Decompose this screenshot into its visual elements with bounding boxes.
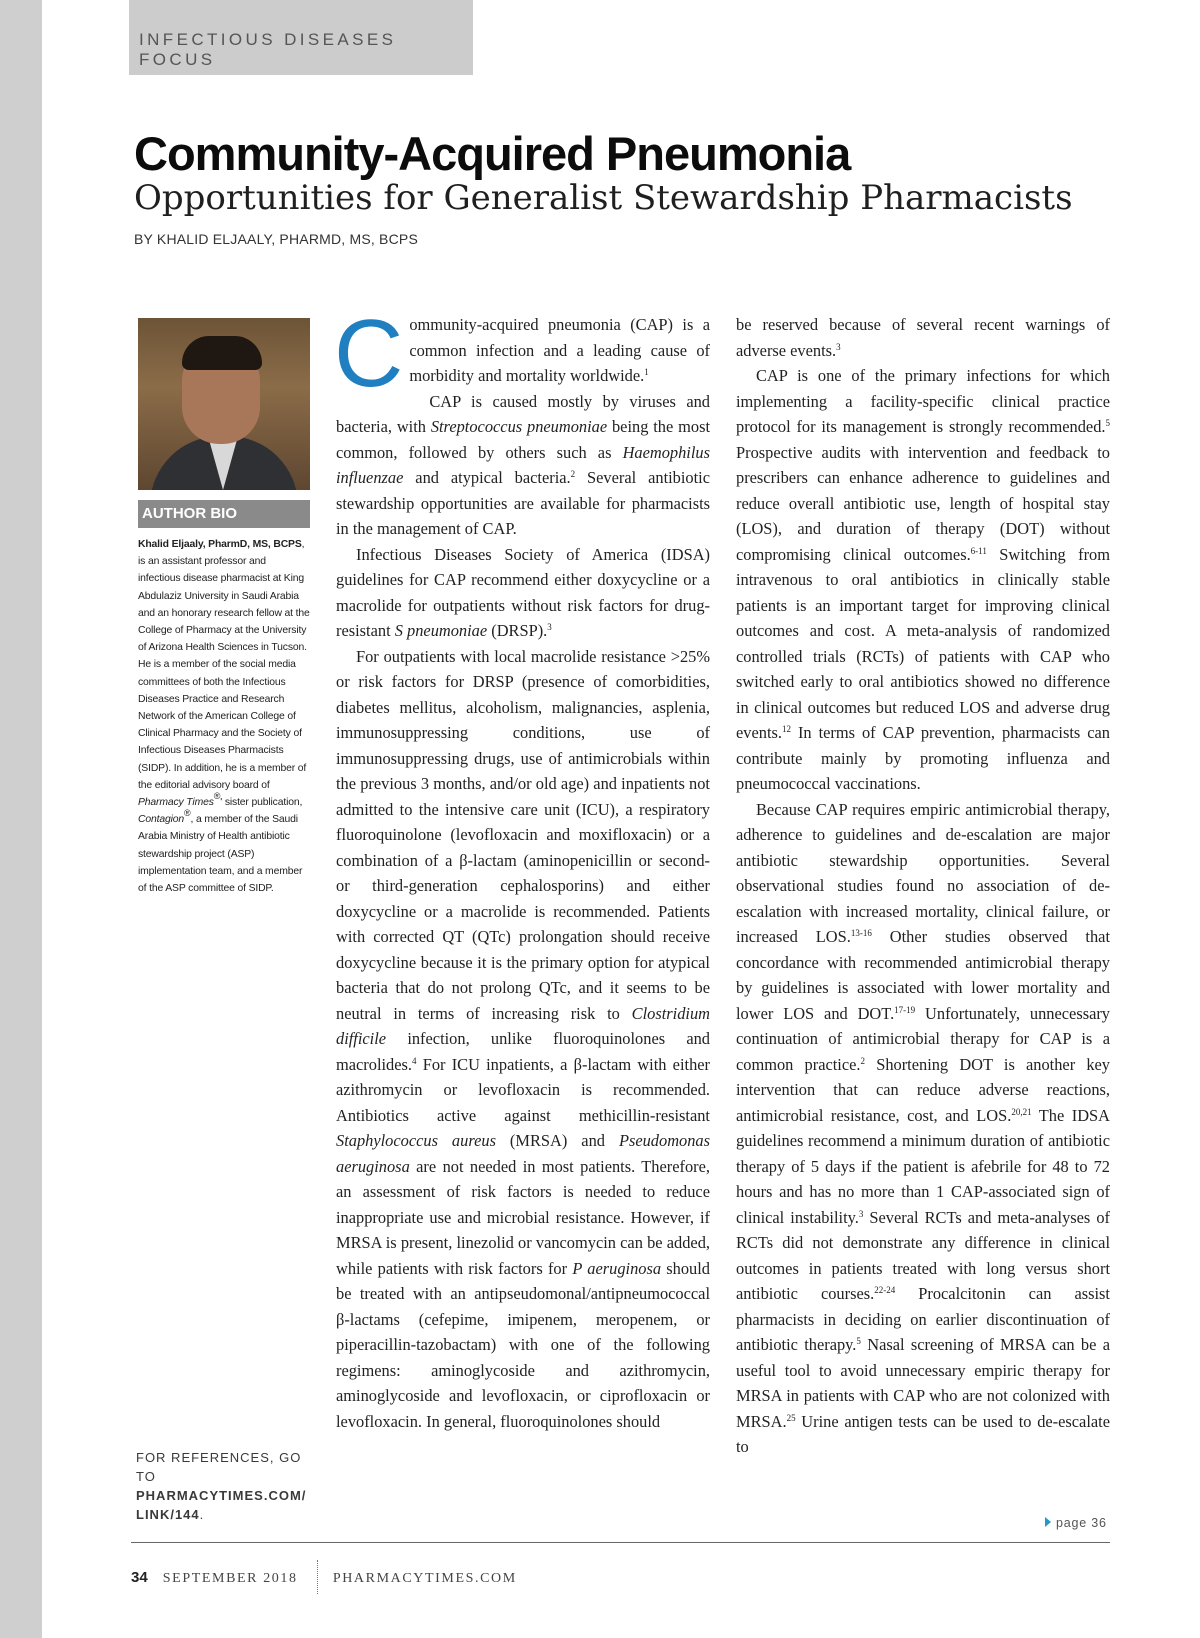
- section-tab: INFECTIOUS DISEASES FOCUS: [129, 0, 473, 75]
- paragraph: Infectious Diseases Society of America (IDSA) guidelines for CAP recommend either doxycycline or a macrolide for outpatients without risk factors for drug-resistant S pneumoniae (DRSP).$^3$: [336, 544, 710, 640]
- drop-cap: C: [334, 300, 404, 407]
- author-name: Khalid Eljaaly, PharmD, MS, BCPS: [138, 539, 302, 550]
- arrow-right-icon: [1045, 1517, 1051, 1527]
- page-footer: [131, 1560, 517, 1586]
- article-column-1: [334, 300, 711, 1434]
- article-column-2: [736, 312, 1110, 1460]
- footer-divider: [317, 1560, 318, 1594]
- page-number: 34: [131, 1569, 148, 1586]
- references-note: FOR REFERENCES, GO TO PHARMACYTIMES.COM/ LINK/144.: [136, 1448, 316, 1524]
- paragraph: be reserved because of several recent warnings of adverse events.$^3$: [736, 315, 1110, 360]
- left-margin-bar: [0, 0, 42, 1638]
- author-bio-text: Khalid Eljaaly, PharmD, MS, BCPS, is an assistant professor and infectious disease pharmacist at King Abdulaziz University in Saudi Arabia and an honorary research fellow at the College of Pharmacy at the University of Arizona Health Sciences in Tucson. He is a member of the social media committees of both the Infectious Diseases Practice and Research Network of the American College of Clinical Pharmacy and the Society of Infectious Diseases Pharmacists (SIDP). In addition, he is a member of the editorial advisory board of Pharmacy Times®' sister publication, Contagion®, a member of the Saudi Arabia Ministry of Health antibiotic stewardship project (ASP) implementation team, and a member of the ASP committee of SIDP.: [138, 539, 310, 895]
- paragraph: Because CAP requires empiric antimicrobial therapy, adherence to guidelines and de-escalation are major antibiotic stewardship opportunities. Several observational studies found no association of de-escalation with increased mortality, clinical failure, or increased LOS.$^{13-16}$ Other studies observed that concordance with recommended antimicrobial therapy by guidelines is associated with lower mortality and lower LOS and DOT.$^{17-19}$ Unfortunately, unnecessary continuation of antimicrobial therapy for CAP is a common practice.$^2$ Shortening DOT is another key intervention that can reduce adverse reactions, antimicrobial resistance, cost, and LOS.$^{20,21}$ The IDSA guidelines recommend a minimum duration of antibiotic therapy of 5 days if the patient is afebrile for 48 to 72 hours and has no more than 1 CAP-associated sign of clinical instability.$^3$ Several RCTs and meta-analyses of RCTs did not demonstrate any difference in clinical outcomes in patients treated with long versus short antibiotic courses.$^{22-24}$ Procalcitonin can assist pharmacists in deciding on earlier discontinuation of antibiotic therapy.$^5$ Nasal screening of MRSA can be a useful tool to avoid unnecessary empiric therapy for MRSA in patients with CAP who are not colonized with MRSA.$^{25}$ Urine antigen tests can be used to de-escalate to: [736, 799, 1111, 1456]
- references-label: FOR REFERENCES, GO TO: [136, 1450, 302, 1484]
- references-link[interactable]: PHARMACYTIMES.COM/ LINK/144: [136, 1488, 307, 1522]
- footer-rule: [131, 1542, 1110, 1543]
- continued-link[interactable]: page 36: [1045, 1516, 1107, 1530]
- paragraph: CAP is one of the primary infections for which implementing a facility-specific clinical practice protocol for its management is strongly recommended.$^5$ Prospective audits with intervention and feedback to prescribers can enhance adherence to guidelines and reduce overall antibiotic use, length of hospital stay (LOS), and duration of therapy (DOT) without compromising clinical outcomes.$^{6-11}$ Switching from intravenous to oral antibiotics in clinically stable patients is an important target for improving clinical outcomes and cost. A meta-analysis of randomized controlled trials (RCTs) of patients with CAP who switched early to oral antibiotics showed no difference in clinical outcomes but reduced LOS and adverse drug events.$^{12}$ In terms of CAP prevention, pharmacists can contribute mainly by promoting influenza and pneumococcal vaccinations.: [736, 366, 1110, 793]
- author-bio-header: AUTHOR BIO: [138, 500, 310, 528]
- paragraph: CAP is caused mostly by viruses and bacteria, with Streptococcus pneumoniae being the most common, followed by others such as Haemophilus influenzae and atypical bacteria.$^2$ Several antibiotic stewardship opportunities are available for pharmacists in the management of CAP.: [336, 391, 711, 538]
- article-subtitle: Opportunities for Generalist Stewardship Pharmacists: [134, 178, 1073, 218]
- paragraph: For outpatients with local macrolide resistance >25% or risk factors for DRSP (presence of comorbidities, diabetes mellitus, alcoholism, malignancies, asplenia, immunosuppressing conditions, use of immunosuppressing drugs, use of antimicrobials within the previous 3 months, and/or old age) and inpatients not admitted to the intensive care unit (ICU), a respiratory fluoroquinolone (levofloxacin and moxifloxacin) or a combination of a β-lactam (aminopenicillin or second- or third-generation cephalosporins) and either doxycycline or a macrolide is recommended. Patients with corrected QT (QTc) prolongation should receive doxycycline because it is the primary option for atypical bacteria that do not prolong QTc, and it seems to be neutral in terms of increasing risk to Clostridium difficile infection, unlike fluoroquinolones and macrolides.$^4$ For ICU inpatients, a β-lactam with either azithromycin or levofloxacin is recommended. Antibiotics active against methicillin-resistant Staphylococcus aureus (MRSA) and Pseudomonas aeruginosa are not needed in most patients. Therefore, an assessment of risk factors is needed to reduce inappropriate use and microbial resistance. However, if MRSA is present, linezolid or vancomycin can be added, while patients with risk factors for P aeruginosa should be treated with an antipseudomonal/antipneumococcal β-lactams (cefepime, imipenem, meropenem, or piperacillin-tazobactam) with one of the following regimens: aminoglycoside and azithromycin, aminoglycoside and levofloxacin, or ciprofloxacin or levofloxacin. In general, fluoroquinolones should: [336, 646, 711, 1431]
- footer-site[interactable]: PHARMACYTIMES.COM: [332, 1571, 517, 1586]
- byline: BY KHALID ELJAALY, PHARMD, MS, BCPS: [134, 231, 418, 247]
- issue-date: SEPTEMBER 2018: [162, 1571, 298, 1586]
- author-photo: [138, 318, 310, 490]
- paragraph: Community-acquired pneumonia (CAP) is a common infection and a leading cause of morbidity and mortality worldwide.$^1$: [334, 300, 710, 407]
- article-title: Community-Acquired Pneumonia: [134, 127, 851, 180]
